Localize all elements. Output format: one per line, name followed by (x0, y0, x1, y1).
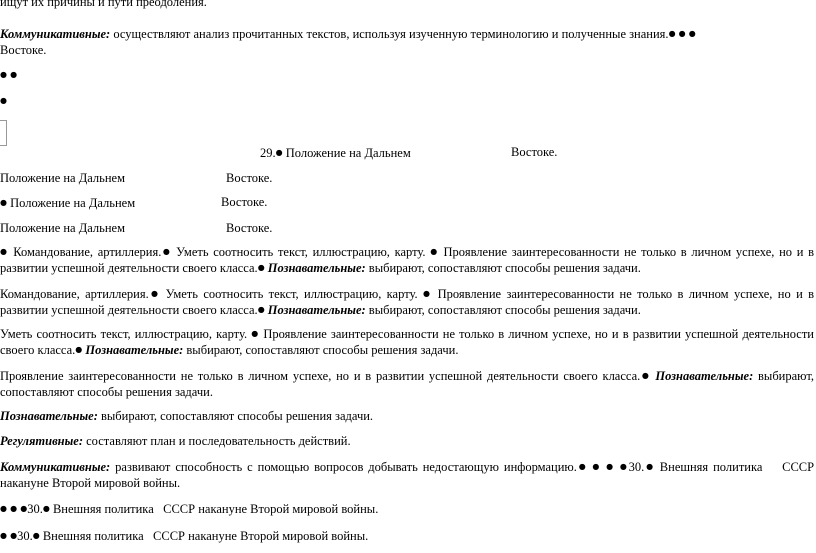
regulative-paragraph (0, 433, 814, 449)
fragment-right: Востоке. (226, 221, 273, 235)
heading-29-tail: Востоке. (511, 145, 558, 159)
bullet-icon: ● (423, 289, 433, 298)
fragment-left (0, 195, 135, 211)
bullet-icon: ● (10, 531, 18, 540)
bullet-icon: ● (20, 504, 28, 513)
text: Внешняя политика (52, 502, 154, 516)
cognitive-label: Познавательные: (85, 343, 184, 357)
paragraph-full (0, 244, 814, 276)
paragraph-3 (0, 326, 814, 358)
text: выбирают, сопоставляют способы решения задачи. (186, 343, 459, 357)
text: выбирают, сопоставляют способы решения задачи. (0, 369, 814, 399)
text: Проявление заинтересованности не только в личном успехе, но и в развитии успешной деятельности своего класса. (0, 369, 641, 383)
bullet-icon: ● (644, 462, 655, 471)
bullet-icon: ● (275, 148, 283, 157)
bullet-icon: ● (576, 462, 588, 471)
text: 30. (628, 460, 645, 474)
top-line: ищут их причины и пути преодоления. (0, 0, 207, 9)
text: Проявление заинтересованности не только в личном успехе, но и в развитии успешной деятельности своего класса. (0, 287, 815, 317)
bullet-icon: ● (0, 70, 7, 79)
text: Командование, артиллерия. (0, 287, 149, 301)
text: выбирают, сопоставляют способы решения задачи. (368, 303, 641, 317)
bullet-icon: ● (668, 29, 676, 38)
bullet-icon: ● (606, 462, 615, 471)
fragment-right: Востоке. (221, 195, 268, 209)
bullet-icon: ● (42, 504, 50, 513)
bullet-icon: ● (161, 247, 172, 256)
heading-title: Положение на Дальнем (285, 146, 411, 160)
communicative-text: осуществляют анализ прочитанных текстов, используя изученную терминологию и полученные знания. (113, 27, 669, 41)
text: СССР накануне Второй мировой войны. (153, 529, 369, 543)
bullet-icon: ● (251, 329, 260, 338)
bullet-row (0, 93, 7, 109)
paragraph-4 (0, 368, 814, 400)
cognitive-label: Познавательные: (0, 409, 98, 423)
bullet-icon: ● (0, 96, 7, 105)
cognitive-label: Познавательные: (267, 303, 366, 317)
bullet-icon: ● (32, 531, 40, 540)
bullet-icon: ● (430, 247, 439, 256)
bullet-icon: ● (678, 29, 686, 38)
text: выбирают, сопоставляют способы решения задачи. (101, 409, 374, 423)
text: 30. (27, 502, 43, 516)
communicative-label: Коммуникативные: (0, 27, 111, 41)
fragment-30-a (0, 501, 378, 517)
bullet-icon: ● (0, 531, 7, 540)
bullet-icon: ● (10, 70, 18, 79)
text: Уметь соотносить текст, иллюстрацию, карту. (165, 287, 418, 301)
fragment-text: Положение на Дальнем (10, 196, 136, 210)
communicative-paragraph-2 (0, 459, 814, 491)
fragment-left: Положение на Дальнем (0, 221, 125, 235)
fragment-30-b (0, 528, 368, 544)
text: СССР накануне Второй мировой войны. (0, 460, 815, 490)
fragment-left: Положение на Дальнем (0, 171, 125, 185)
bullet-icon: ● (0, 198, 7, 207)
paragraph-5 (0, 408, 814, 424)
text: Командование, артиллерия. (13, 245, 162, 259)
page-edge-box (0, 120, 7, 146)
text: Проявление заинтересованности не только в личном успехе, но и в развитии успешной деятельности своего класса. (0, 245, 815, 275)
text: 30. (17, 529, 33, 543)
text: Внешняя политика (659, 460, 763, 474)
bullet-icon: ● (75, 345, 83, 354)
text: Уметь соотносить текст, иллюстрацию, карту. (0, 327, 248, 341)
text: развивают способность с помощью вопросов добывать недостающую информацию. (115, 460, 577, 474)
cognitive-label: Познавательные: (267, 261, 366, 275)
bullet-icon: ● (10, 504, 18, 513)
bullet-row (0, 67, 17, 83)
bullet-icon: ● (688, 29, 696, 38)
cognitive-label: Познавательные: (655, 369, 754, 383)
text: Внешняя политика (42, 529, 144, 543)
bullet-icon: ● (640, 371, 651, 380)
text: Уметь соотносить текст, иллюстрацию, карту. (176, 245, 426, 259)
bullet-icon: ● (148, 289, 161, 298)
communicative-paragraph-1 (0, 26, 814, 58)
regulative-label: Регулятивные: (0, 434, 83, 448)
bullet-icon: ● (619, 462, 629, 471)
heading-29 (260, 145, 411, 161)
text: составляют план и последовательность действий. (86, 434, 351, 448)
bullet-icon: ● (257, 305, 265, 314)
text: СССР накануне Второй мировой войны. (163, 502, 379, 516)
bullet-icon: ● (0, 247, 9, 256)
bullet-icon: ● (257, 263, 265, 272)
text: выбирают, сопоставляют способы решения задачи. (368, 261, 641, 275)
fragment-text: Востоке. (0, 43, 47, 57)
fragment-right: Востоке. (226, 171, 273, 185)
communicative-label: Коммуникативные: (0, 460, 111, 474)
bullet-icon: ● (592, 462, 602, 471)
heading-number: 29. (260, 146, 276, 160)
text: Проявление заинтересованности не только в личном успехе, но и в развитии успешной деятельности своего класса. (0, 327, 814, 357)
bullet-icon: ● (0, 504, 7, 513)
paragraph-2 (0, 286, 814, 318)
